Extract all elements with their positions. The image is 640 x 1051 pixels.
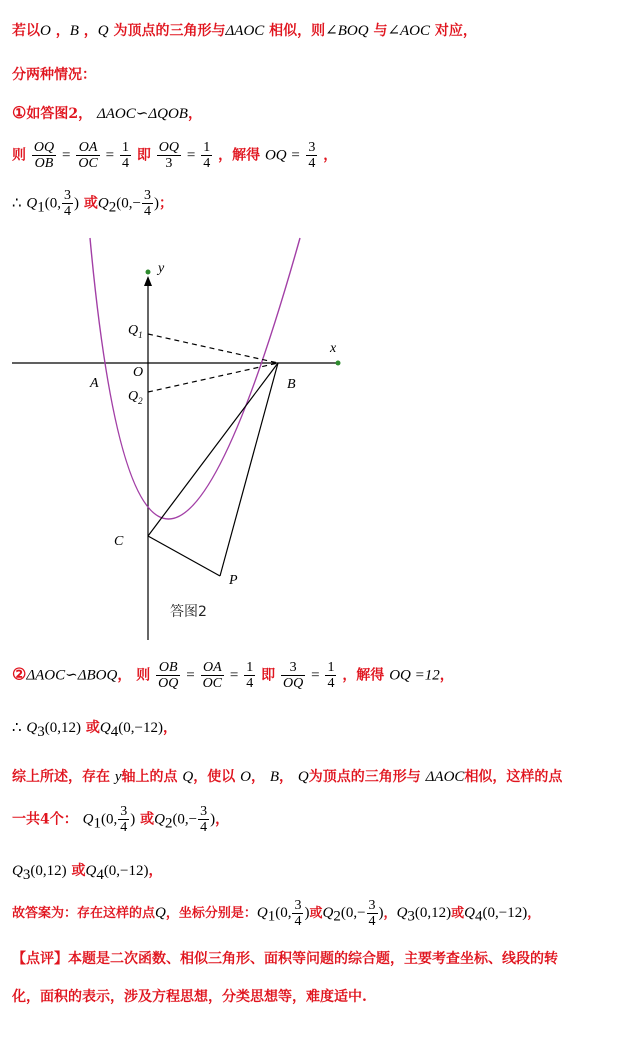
text: 则 — [12, 147, 26, 164]
math-triangle: ΔAOC — [225, 23, 265, 39]
text: ，坐标分别是： — [165, 906, 257, 921]
fraction: $\frac{3}{4}$ — [368, 898, 376, 929]
coord: (0,− — [116, 195, 141, 212]
text: ， — [250, 769, 265, 785]
math-similarity: ΔAOC∽ΔBOQ — [26, 667, 118, 684]
x-axis-label: x — [330, 341, 337, 356]
fraction: $\frac{3}{4}$ — [64, 188, 72, 219]
text: 为顶点的三角形与 — [113, 23, 226, 39]
therefore-symbol: ∴ — [12, 195, 22, 212]
fraction: $\frac{OQ}{OB}$ — [33, 140, 55, 171]
fraction: $\frac{3}{4}$ — [294, 898, 302, 929]
subscript: 4 — [475, 908, 483, 925]
math-B: B — [69, 23, 79, 39]
text: ， — [527, 906, 541, 921]
subscript: 3 — [22, 866, 31, 883]
text: 则 — [136, 667, 151, 684]
point-Q1: Q — [82, 811, 94, 828]
label-O: O — [133, 365, 144, 380]
point-Q2: Q — [322, 905, 334, 921]
coord: (0,12) — [414, 905, 452, 921]
label-C: C — [114, 534, 124, 549]
math-angle: ∠BOQ — [325, 23, 369, 39]
fraction: $\frac{1}{4}$ — [327, 660, 335, 691]
segment-Q2B — [148, 363, 278, 392]
text: ，解得 — [342, 667, 385, 684]
fraction: $\frac{OQ}{3}$ — [158, 140, 179, 171]
line-5 — [12, 188, 173, 219]
coord: ) — [210, 811, 216, 828]
point-Q1: Q — [26, 195, 38, 212]
text: 与 — [373, 23, 388, 39]
label-Q1: $Q_1$ — [128, 323, 143, 340]
line-3 — [12, 103, 202, 123]
math-y: y — [114, 769, 122, 785]
line-9 — [12, 804, 229, 835]
subscript: 2 — [333, 908, 341, 925]
equals: = — [186, 147, 196, 164]
text: 轴上的点 — [121, 769, 178, 785]
equals: = — [105, 147, 115, 164]
line-10 — [12, 860, 163, 884]
text: 或 — [71, 863, 86, 879]
text: ； — [158, 195, 173, 212]
coord: (0,12) — [30, 863, 67, 879]
subscript: 3 — [407, 908, 415, 925]
text: 或 — [140, 811, 155, 828]
equals: = — [186, 667, 195, 684]
comment-text: 化，面积的表示，涉及方程思想，分类思想等，难度适中. — [12, 989, 367, 1005]
point-Q4: Q — [99, 720, 111, 736]
line-1 — [12, 20, 477, 40]
text: ， — [383, 906, 397, 921]
fraction: $\frac{1}{4}$ — [203, 140, 211, 171]
subscript: 1 — [37, 199, 45, 216]
point-Q3: Q — [12, 863, 23, 879]
fraction: $\frac{1}{4}$ — [122, 140, 129, 171]
text: ， — [117, 667, 132, 684]
segment-Q1B — [148, 334, 278, 363]
fraction: $\frac{1}{4}$ — [246, 660, 254, 691]
text: 若以 — [12, 23, 40, 39]
coord: ) — [153, 195, 159, 212]
coord: ) — [304, 905, 310, 921]
math-triangle: ΔAOC — [425, 769, 465, 785]
label-B: B — [287, 377, 296, 392]
text: 相似，这样的点 — [464, 769, 563, 785]
text: 分两种情况： — [12, 67, 96, 83]
fraction: $\frac{OB}{OQ}$ — [158, 660, 179, 691]
text: ， — [55, 23, 70, 39]
fraction: $\frac{OA}{OC}$ — [78, 140, 98, 171]
case-number: ② — [12, 664, 27, 684]
figure-caption: 答图2 — [170, 604, 207, 620]
y-axis-arrow — [144, 276, 152, 286]
text: 或 — [85, 720, 100, 736]
coord: (0, — [275, 905, 292, 921]
comment-text: 【点评】本题是二次函数、相似三角形、面积等问题的综合题，主要考查坐标、线段的转 — [12, 951, 558, 967]
text: 或 — [83, 195, 98, 212]
fraction: $\frac{3}{4}$ — [120, 804, 128, 835]
point-Q2: Q — [97, 195, 109, 212]
math-O: O — [240, 769, 251, 785]
text: ， — [187, 106, 202, 122]
fraction: $\frac{3}{4}$ — [143, 188, 151, 219]
coord: (0,−12) — [482, 905, 528, 921]
text: 或 — [309, 906, 323, 921]
text: 或 — [451, 906, 465, 921]
segment-CP — [148, 536, 220, 576]
text: 为顶点的三角形与 — [308, 769, 421, 785]
subscript: 1 — [267, 908, 276, 925]
text: 故答案为：存在这样的点 — [12, 906, 156, 921]
fraction: $\frac{3}{4}$ — [308, 140, 316, 171]
fraction: $\frac{3}{4}$ — [200, 804, 208, 835]
answer-figure-2 — [0, 232, 360, 644]
math-B: B — [269, 769, 280, 785]
subscript: 2 — [164, 815, 173, 832]
point-Q4: Q — [85, 863, 97, 879]
y-axis-arrow-dot — [146, 270, 151, 275]
text: ， — [162, 720, 177, 736]
text: ，使以 — [193, 769, 236, 785]
text: 对应， — [434, 23, 477, 39]
math-result: OQ =12 — [389, 667, 440, 684]
text: 综上所述，存在 — [12, 769, 110, 785]
text: ， — [323, 147, 338, 164]
text: 一共4个： — [12, 811, 78, 828]
text: ， — [279, 769, 294, 785]
text: ， — [215, 811, 230, 828]
line-6 — [12, 660, 454, 691]
coord: ) — [74, 195, 80, 212]
line-2 — [12, 64, 96, 84]
coord: ) — [130, 811, 136, 828]
point-Q4: Q — [464, 905, 476, 921]
label-Q2: $Q_2$ — [128, 389, 143, 406]
subscript: 2 — [108, 199, 117, 216]
point-Q2: Q — [154, 811, 165, 828]
label-P: P — [229, 573, 238, 588]
subscript: 4 — [96, 866, 104, 883]
coord: (0,− — [172, 811, 198, 828]
text: ， — [439, 667, 454, 684]
therefore-symbol: ∴ — [12, 720, 22, 736]
coord: (0,− — [340, 905, 366, 921]
math-Q: Q — [155, 905, 166, 921]
fraction: $\frac{OA}{OC}$ — [202, 660, 223, 691]
math-O: O — [40, 23, 51, 39]
subscript: 4 — [110, 723, 119, 740]
coord: (0, — [100, 811, 118, 828]
coord: (0,−12) — [103, 863, 149, 879]
coord: (0,−12) — [118, 720, 163, 736]
segment-CB — [148, 363, 278, 536]
text: 相似，则 — [269, 23, 326, 39]
equals: = — [61, 147, 71, 164]
line-8 — [12, 766, 562, 786]
line-11 — [12, 898, 540, 929]
line-12 — [12, 948, 558, 968]
line-7 — [12, 717, 177, 741]
point-Q3: Q — [26, 720, 38, 736]
point-Q1: Q — [256, 905, 268, 921]
parabola — [90, 238, 300, 519]
math-result: OQ = — [264, 147, 301, 164]
equals: = — [311, 667, 320, 684]
segment-PB — [220, 363, 278, 576]
text: ， — [83, 23, 98, 39]
coord: ) — [378, 905, 384, 921]
subscript: 1 — [93, 815, 101, 832]
case-number: ① — [12, 103, 27, 122]
text: ， — [148, 863, 163, 879]
math-Q: Q — [182, 769, 194, 785]
equals: = — [229, 667, 239, 684]
math-Q: Q — [97, 23, 109, 39]
line-13 — [12, 986, 367, 1006]
point-Q3: Q — [396, 905, 408, 921]
text: 即 — [261, 667, 276, 684]
math-angle: ∠AOC — [387, 23, 431, 39]
label-A: A — [90, 376, 99, 391]
math-similarity: ΔAOC∽ΔQOB — [96, 106, 188, 122]
text: ，解得 — [218, 147, 261, 164]
fraction: $\frac{3}{OQ}$ — [282, 660, 304, 691]
line-4 — [12, 140, 337, 171]
coord: (0, — [44, 195, 62, 212]
text: 即 — [136, 147, 151, 164]
coord: (0,12) — [44, 720, 82, 736]
x-axis-arrow-dot — [336, 361, 341, 366]
math-Q: Q — [297, 769, 309, 785]
subscript: 3 — [37, 723, 45, 740]
text: 如答图2， — [26, 106, 93, 122]
y-axis-label: y — [158, 261, 165, 276]
